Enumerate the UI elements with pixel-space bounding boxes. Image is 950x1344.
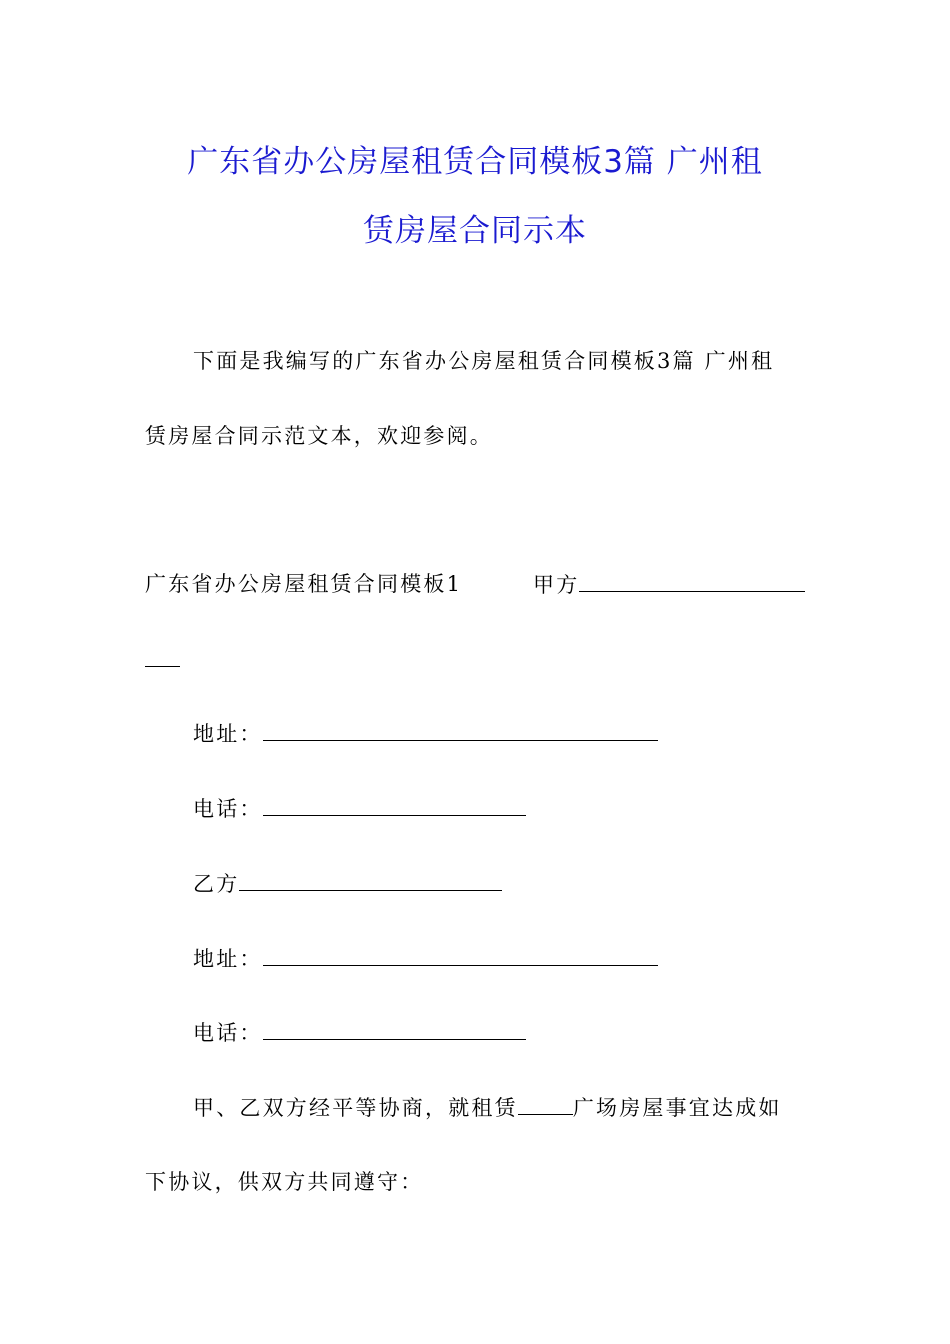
party-b-phone-label: 电话：: [193, 1021, 263, 1045]
agreement-line-2: 下协议，供双方共同遵守：: [145, 1170, 424, 1194]
party-a-phone-blank: [263, 794, 526, 816]
agreement-line-1: [193, 1093, 782, 1122]
party-b-row: [193, 869, 502, 898]
intro-paragraph-line-2: 赁房屋合同示范文本，欢迎参阅。: [145, 424, 493, 448]
party-b-address-row: [193, 944, 658, 973]
plaza-name-blank: [518, 1093, 573, 1115]
intro-paragraph-line-1: 下面是我编写的广东省办公房屋租赁合同模板3篇 广州租: [193, 349, 775, 373]
party-a-row: [533, 570, 805, 599]
party-a-phone-row: [193, 794, 526, 823]
agreement-text-after-blank: 广场房屋事宜达成如: [572, 1096, 782, 1120]
document-title-line-1: 广东省办公房屋租赁合同模板3篇 广州租: [187, 144, 763, 180]
agreement-text-before-blank: 甲、乙双方经平等协商，就租赁: [193, 1096, 518, 1120]
party-b-address-label: 地址：: [193, 947, 263, 971]
party-a-address-label: 地址：: [193, 722, 263, 746]
party-a-blank: [579, 570, 805, 592]
party-a-label: 甲方: [533, 573, 580, 597]
party-b-phone-row: [193, 1018, 526, 1047]
party-a-blank-continued: [145, 665, 180, 667]
party-b-label: 乙方: [193, 872, 240, 896]
document-title-line-2: 赁房屋合同示本: [363, 213, 587, 249]
party-a-address-row: [193, 719, 658, 748]
party-b-blank: [239, 869, 502, 891]
party-b-phone-blank: [263, 1018, 526, 1040]
party-a-phone-label: 电话：: [193, 797, 263, 821]
section-heading-text: 广东省办公房屋租赁合同模板1: [145, 572, 463, 596]
section-heading: [145, 570, 462, 598]
party-a-address-blank: [263, 719, 658, 741]
party-b-address-blank: [263, 944, 658, 966]
